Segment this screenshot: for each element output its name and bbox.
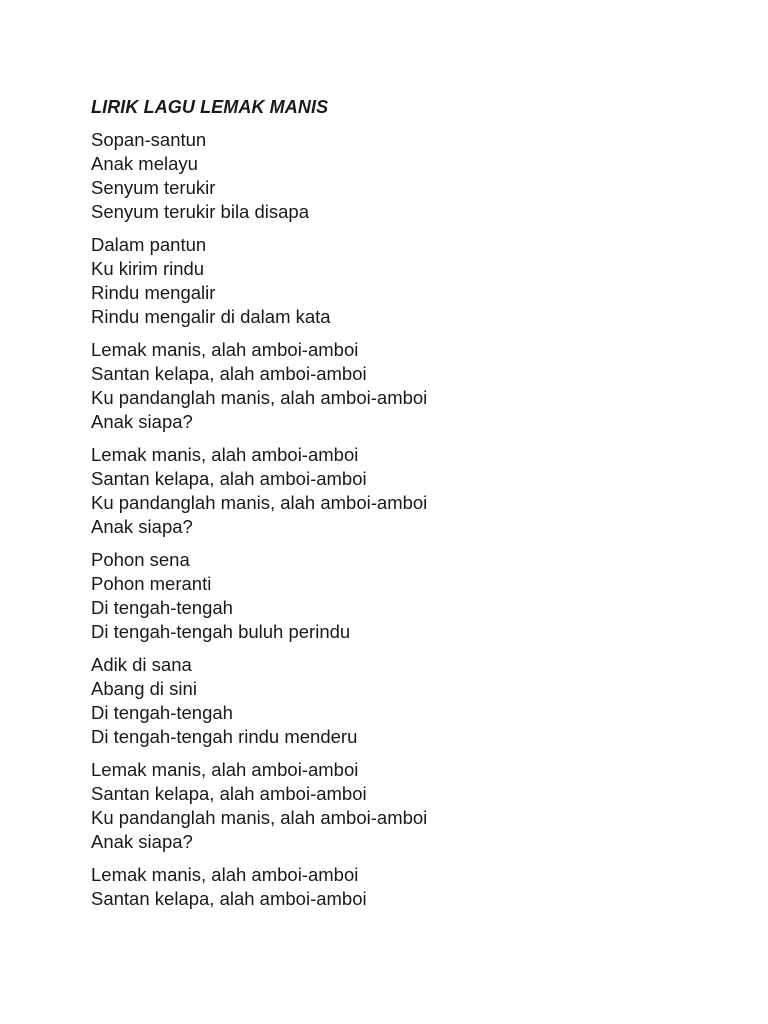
lyric-line: Lemak manis, alah amboi-amboi xyxy=(91,444,359,465)
lyric-line: Santan kelapa, alah amboi-amboi xyxy=(91,888,367,909)
lyric-line: Anak siapa? xyxy=(91,516,193,537)
lyric-line: Di tengah-tengah xyxy=(91,702,233,723)
lyric-line: Ku kirim rindu xyxy=(91,258,205,279)
lyric-line: Senyum terukir xyxy=(91,177,216,198)
lyric-line: Lemak manis, alah amboi-amboi xyxy=(91,339,359,360)
lyric-line: Rindu mengalir di dalam kata xyxy=(91,306,331,327)
stanza xyxy=(91,443,731,539)
lyric-line: Santan kelapa, alah amboi-amboi xyxy=(91,363,367,384)
stanza xyxy=(91,233,731,329)
stanza xyxy=(91,653,731,749)
lyric-line: Anak siapa? xyxy=(91,831,193,852)
lyric-line: Pohon sena xyxy=(91,549,190,570)
lyric-line: Ku pandanglah manis, alah amboi-amboi xyxy=(91,807,428,828)
stanza xyxy=(91,758,731,854)
stanza xyxy=(91,863,731,911)
stanza xyxy=(91,338,731,434)
page-title: LIRIK LAGU LEMAK MANIS xyxy=(91,97,329,117)
lyric-line: Dalam pantun xyxy=(91,234,207,255)
stanza xyxy=(91,128,731,224)
lyric-line: Ku pandanglah manis, alah amboi-amboi xyxy=(91,492,428,513)
lyric-line: Rindu mengalir xyxy=(91,282,216,303)
lyric-line: Di tengah-tengah rindu menderu xyxy=(91,726,358,747)
lyric-line: Abang di sini xyxy=(91,678,197,699)
lyric-line: Anak melayu xyxy=(91,153,198,174)
lyric-line: Anak siapa? xyxy=(91,411,193,432)
lyric-line: Sopan-santun xyxy=(91,129,207,150)
lyric-line: Adik di sana xyxy=(91,654,192,675)
lyric-line: Santan kelapa, alah amboi-amboi xyxy=(91,468,367,489)
lyric-line: Pohon meranti xyxy=(91,573,212,594)
lyric-line: Senyum terukir bila disapa xyxy=(91,201,309,222)
lyric-line: Di tengah-tengah buluh perindu xyxy=(91,621,351,642)
lyrics-page xyxy=(91,95,731,920)
lyric-line: Di tengah-tengah xyxy=(91,597,233,618)
lyric-line: Lemak manis, alah amboi-amboi xyxy=(91,759,359,780)
lyric-line: Ku pandanglah manis, alah amboi-amboi xyxy=(91,387,428,408)
stanza xyxy=(91,548,731,644)
lyric-line: Lemak manis, alah amboi-amboi xyxy=(91,864,359,885)
lyric-line: Santan kelapa, alah amboi-amboi xyxy=(91,783,367,804)
